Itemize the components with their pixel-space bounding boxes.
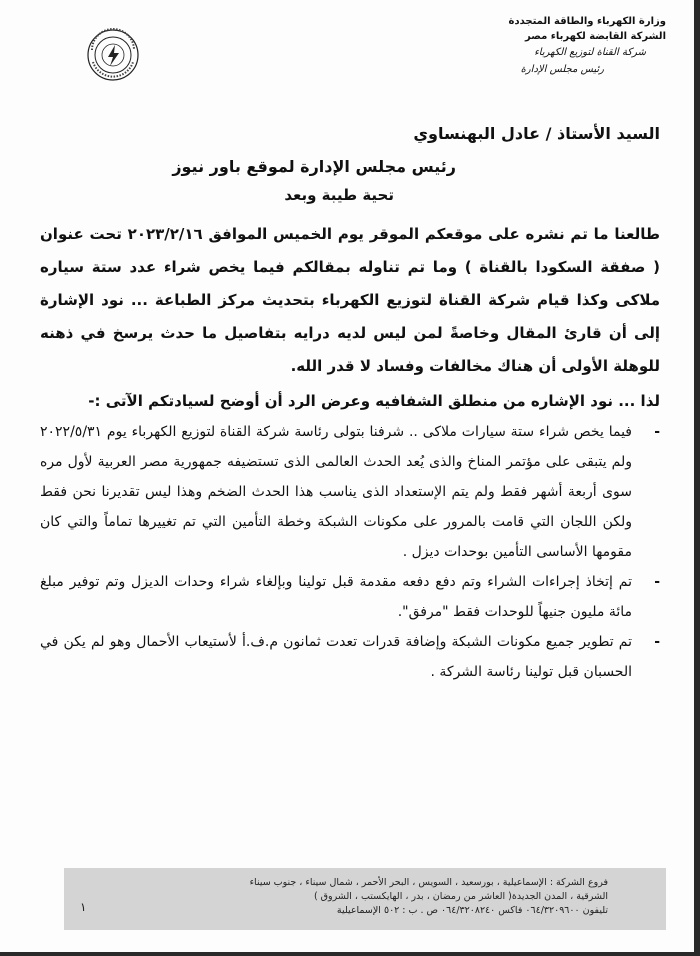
list-item-text: فيما يخص شراء ستة سيارات ملاكى .. شرفنا بتولى رئاسة شركة القناة لتوزيع الكهرباء يوم ٢٠٢٢/٥/٣١ ولم يتبقى على مؤتمر المناخ والذى يُعد الحدث العالمى الذى تستضيفه جمهورية مصر العربية لأول مره سوى أربعة أشهر فقط ولم يتم الإستعداد الذى يناسب هذا الحدث الضخم وهذا ليس تقديرنا نحن فقط ولكن اللجان التي قامت بالمرور على مكونات الشبكة وخطة التأمين التي تم تغييرها تماماً والتي كان مقومها الأساسى التأمين بوحدات ديزل . [40,424,632,560]
addressee-title: رئيس مجلس الإدارة لموقع باور نيوز [172,157,456,176]
bullet-mark: - [654,574,660,590]
footer-branches: فروع الشركة : الإسماعيلية ، بورسعيد ، السويس ، البحر الأحمر ، شمال سيناء ، جنوب سيناء [249,877,608,888]
list-item-text: تم تطوير جميع مكونات الشبكة وإضافة قدرات تعدت ثمانون م.ف.أ لأستيعاب الأحمال وهو لم يكن في الحسبان قبل تولينا رئاسة الشركة . [40,634,632,680]
addressee: السيد الأستاذ / عادل البهنساوي [413,124,660,143]
list-item [40,567,660,627]
scan-edge-bottom [0,952,700,956]
company-seal-icon [86,28,140,82]
scan-edge-right [694,0,700,956]
page-number: ١ [80,900,87,914]
footer-band [64,868,666,930]
response-list [40,417,660,687]
lead-in: لذا ... نود الإشاره من منطلق الشفافيه وعرض الرد أن أوضح لسيادتكم الآتى :- [88,392,660,410]
list-item [40,627,660,687]
list-item-text: تم إتخاذ إجراءات الشراء وتم دفع دفعه مقدمة قبل تولينا وبإلغاء شراء وحدات الديزل وتم توفير مبلغ مائة مليون جنيهاً للوحدات فقط "مرفق". [40,574,632,620]
greeting: تحية طيبة وبعد [284,186,394,204]
letter-body [40,118,660,687]
bullet-mark: - [654,424,660,440]
canal-company-name: شركة القناة لتوزيع الكهرباء [534,47,646,58]
bullet-mark: - [654,634,660,650]
list-item [40,417,660,567]
intro-paragraph: طالعنا ما تم نشره على موقعكم الموقر يوم الخميس الموافق ٢٠٢٣/٢/١٦ تحت عنوان ( صفقة السكودا بالقناة ) وما تم تناوله بمقالكم فيما يخص شراء عدد ستة سياره ملاكى وكذا قيام شركة القناة لتوزيع الكهرباء بتحديث مركز الطباعة ... نود الإشارة إلى أن قارئ المقال وخاصةً لمن ليس لديه درايه بتفاصيل ما حدث يرسخ في ذهنه للوهلة الأولى أن هناك مخالفات وفساد لا قدر الله. [40,225,660,375]
footer-address: الشرقية ، المدن الجديدة( العاشر من رمضان ، بدر ، الهايكستب ، الشروق ) [313,891,608,902]
letterhead [406,14,666,78]
holding-company-name: الشركة القابضة لكهرباء مصر [525,31,666,42]
chairman-label: رئيس مجلس الإدارة [520,64,604,75]
footer-contact: تليفون ٠٦٤/٣٢٠٩٦٠٠ فاكس ٠٦٤/٣٢٠٨٢٤٠ ص . ب : ٥٠٢ الإسماعيلية [336,905,608,916]
ministry-name: وزارة الكهرباء والطاقة المتجددة [508,16,666,27]
